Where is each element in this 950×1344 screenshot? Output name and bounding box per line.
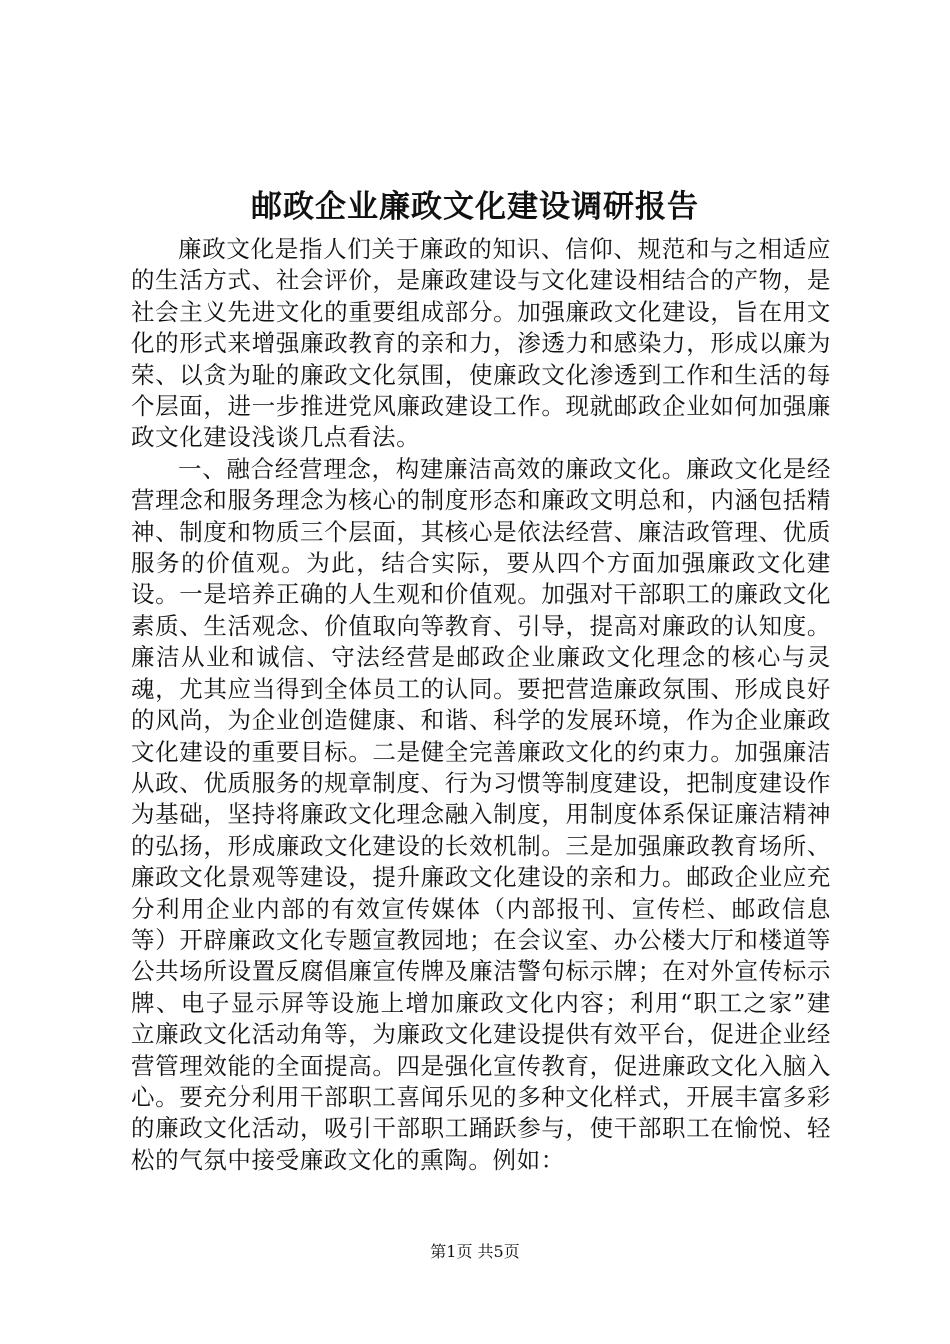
page-footer: 第1页 共5页 bbox=[430, 1242, 520, 1261]
document-body bbox=[131, 234, 831, 1176]
document-title: 邮政企业廉政文化建设调研报告 bbox=[251, 189, 699, 225]
paragraph-intro: 廉政文化是指人们关于廉政的知识、信仰、规范和与之相适应的生活方式、社会评价，是廉政建设与文化建设相结合的产物，是社会主义先进文化的重要组成部分。加强廉政文化建设，旨在用文化的形式来增强廉政教育的亲和力，渗透力和感染力，形成以廉为荣、以贪为耻的廉政文化氛围，使廉政文化渗透到工作和生活的每个层面，进一步推进党风廉政建设工作。现就邮政企业如何加强廉政文化建设浅谈几点看法。 bbox=[131, 235, 831, 452]
paragraph-section-one: 一、融合经营理念，构建廉洁高效的廉政文化。廉政文化是经营理念和服务理念为核心的制度形态和廉政文明总和，内涵包括精神、制度和物质三个层面，其核心是依法经营、廉洁政管理、优质服务的价值观。为此，结合实际，要从四个方面加强廉政文化建设。一是培养正确的人生观和价值观。加强对干部职工的廉政文化素质、生活观念、价值取向等教育、引导，提高对廉政的认知度。廉洁从业和诚信、守法经营是邮政企业廉政文化理念的核心与灵魂，尤其应当得到全体员工的认同。要把营造廉政氛围、形成良好的风尚，为企业创造健康、和谐、科学的发展环境，作为企业廉政文化建设的重要目标。二是健全完善廉政文化的约束力。加强廉洁从政、优质服务的规章制度、行为习惯等制度建设，把制度建设作为基础，坚持将廉政文化理念融入制度，用制度体系保证廉洁精神的弘扬，形成廉政文化建设的长效机制。三是加强廉政教育场所、廉政文化景观等建设，提升廉政文化建设的亲和力。邮政企业应充分利用企业内部的有效宣传媒体（内部报刊、宣传栏、邮政信息等）开辟廉政文化专题宣教园地；在会议室、办公楼大厅和楼道等公共场所设置反腐倡廉宣传牌及廉洁警句标示牌；在对外宣传标示牌、电子显示屏等设施上增加廉政文化内容；利用“职工之家”建立廉政文化活动角等，为廉政文化建设提供有效平台，促进企业经营管理效能的全面提高。四是强化宣传教育，促进廉政文化入脑入心。要充分利用干部职工喜闻乐见的多种文化样式，开展丰富多彩的廉政文化活动，吸引干部职工踊跃参与，使干部职工在愉悦、轻松的气氛中接受廉政文化的熏陶。例如： bbox=[131, 454, 831, 1174]
